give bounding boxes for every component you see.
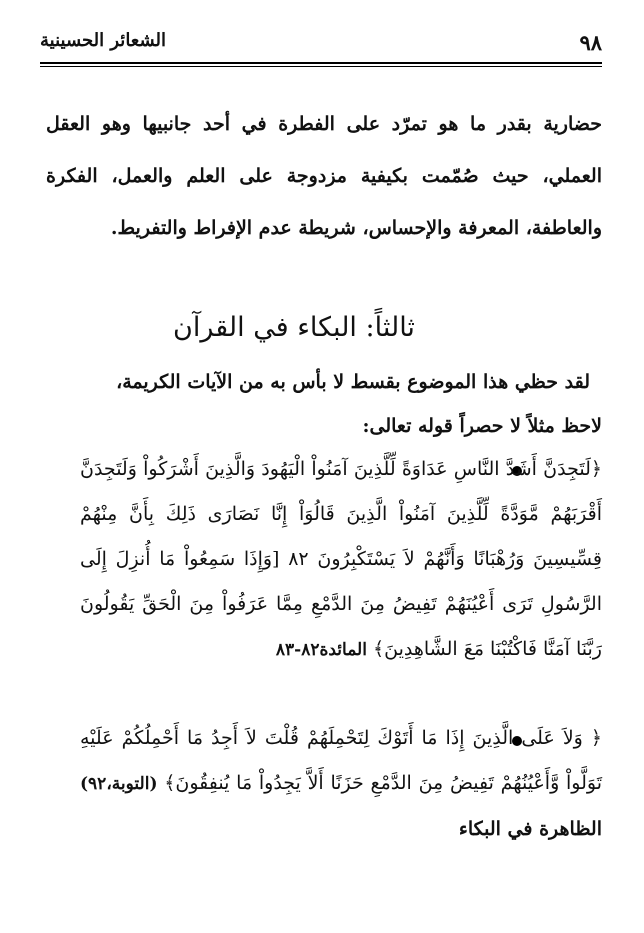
running-title: الشعائر الحسينية bbox=[40, 30, 167, 51]
verse-reference: المائدة٨٢-٨٣ bbox=[275, 640, 367, 660]
header-rule bbox=[40, 62, 602, 64]
page-number: ٩٨ bbox=[579, 30, 602, 55]
quran-verse bbox=[80, 447, 602, 673]
page-header bbox=[40, 26, 602, 60]
quran-verse bbox=[80, 716, 602, 852]
lead-line-1: لقد حظي هذا الموضوع بقسط لا بأس به من الآيات الكريمة، bbox=[116, 371, 590, 393]
header-rule-thin bbox=[40, 66, 602, 67]
verse-text: ﴿لَتَجِدَنَّ أَشَدَّ النَّاسِ عَدَاوَةً لِّلَّذِينَ آمَنُواْ الْيَهُودَ وَالَّذِينَ أَشْرَكُواْ وَلَتَجِدَنَّ أَقْرَبَهُمْ مَّوَدَّةً لِّلَّذِينَ آمَنُواْ الَّذِينَ قَالُوَاْ إِنَّا نَصَارَى ذَلِكَ بِأَنَّ مِنْهُمْ قِسِّيسِينَ وَرُهْبَانًا وَأَنَّهُمْ لاَ يَسْتَكْبِرُونَ ٨٢ [وَإِذَا سَمِعُواْ مَا أُنزِلَ إِلَى الرَّسُولِ تَرَى أَعْيُنَهُمْ تَفِيضُ مِنَ الدَّمْعِ مِمَّا عَرَفُواْ مِنَ الْحَقِّ يَقُولُونَ رَبَّنَا آمَنَّا فَاكْتُبْنَا مَعَ الشَّاهِدِينَ﴾ bbox=[80, 458, 602, 660]
section-heading: ثالثاً: البكاء في القرآن bbox=[173, 312, 415, 343]
verse-reference: (التوبة،٩٢) bbox=[80, 774, 158, 794]
continuation-text: الظاهرة في البكاء bbox=[458, 818, 602, 840]
verse-text: ﴿ وَلاَ عَلَى الَّذِينَ إِذَا مَا أَتَوْكَ لِتَحْمِلَهُمْ قُلْتَ لاَ أَجِدُ مَا أَحْمِلُكُمْ عَلَيْهِ تَوَلَّواْ وَّأَعْيُنُهُمْ تَفِيضُ مِنَ الدَّمْعِ حَزَنًا أَلاَّ يَجِدُواْ مَا يُنفِقُونَ﴾ bbox=[80, 727, 602, 794]
lead-line-2: لاحظ مثلاً لا حصراً قوله تعالى: bbox=[362, 415, 602, 437]
intro-paragraph: حضارية بقدر ما هو تمرّد على الفطرة في أحد جانبيها وهو العقل العملي، حيث صُمّمت بكيفية مزدوجة على العلم والعمل، الفكرة والعاطفة، المعرفة والإحساس، شريطة عدم الإفراط والتفريط. bbox=[46, 113, 602, 239]
